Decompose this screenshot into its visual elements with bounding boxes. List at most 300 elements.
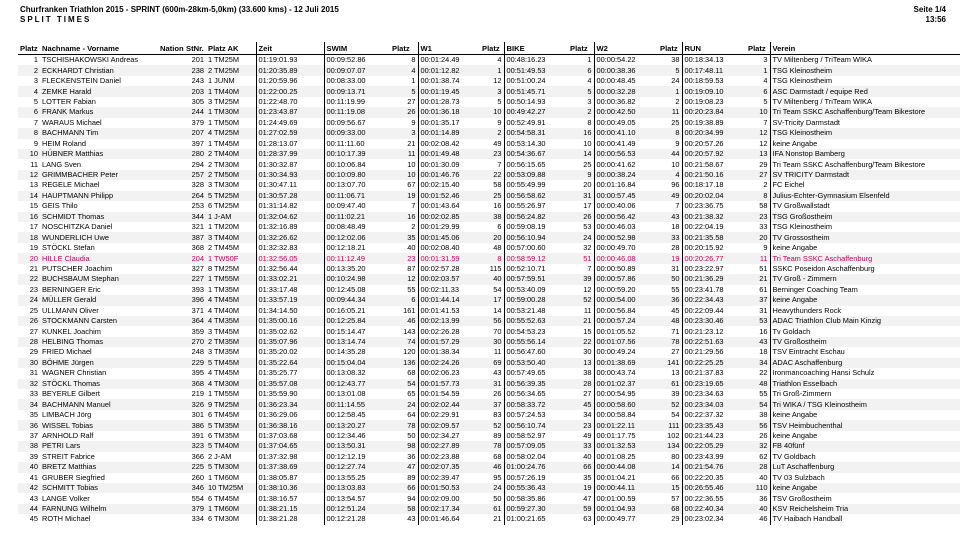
cell-w1: 00:01:41.53 — [418, 306, 480, 316]
cell-w1-platz: 20 — [480, 232, 504, 242]
cell-swim: 00:09:13.71 — [324, 86, 390, 96]
cell-zeit: 01:20:35.89 — [256, 65, 324, 75]
cell-swim: 00:12:45.08 — [324, 285, 390, 295]
table-row — [18, 462, 960, 472]
cell-platz: 38 — [18, 441, 40, 451]
cell-nation — [158, 222, 184, 232]
cell-run-platz: 18 — [759, 347, 768, 357]
cell-run: 00:23:35.43 — [682, 420, 746, 430]
cell-nation — [158, 170, 184, 180]
cell-swim-platz: 43 — [407, 514, 416, 524]
table-row — [18, 86, 960, 96]
col-stnr: StNr. — [184, 42, 206, 55]
cell-bike: 00:53:40.09 — [504, 285, 568, 295]
cell-w1-platz: 115 — [489, 263, 502, 273]
cell-w2-platz: 50 — [658, 274, 682, 284]
cell-w2: 00:01:04.21 — [594, 473, 658, 483]
cell-name: NOSCHITZKA Daniel — [42, 222, 113, 232]
cell-zeit: 01:36:29.06 — [256, 410, 324, 420]
cell-bike: 00:51:00.24 — [504, 76, 568, 86]
cell-name: ARNHOLD Ralf — [42, 430, 94, 440]
cell-swim-platz: 58 — [390, 504, 418, 514]
cell-nation — [158, 358, 184, 368]
table-row — [18, 504, 960, 514]
cell-stnr: 391 — [191, 430, 204, 440]
cell-w1: 00:01:50.53 — [418, 483, 480, 493]
cell-platz-ak: 3 TM45M — [208, 326, 240, 336]
cell-run: 00:21:58.67 — [682, 159, 746, 169]
col-nation: Nation — [160, 43, 184, 53]
cell-nation — [158, 191, 184, 201]
table-row — [18, 253, 960, 263]
cell-platz-ak: 3 TM25M — [208, 96, 240, 106]
cell-zeit: 01:32:16.89 — [256, 222, 324, 232]
cell-platz: 22 — [18, 274, 40, 284]
cell-w2-platz: 14 — [658, 462, 682, 472]
cell-bike-platz: 22 — [568, 337, 594, 347]
cell-w2: 00:00:54.95 — [594, 389, 658, 399]
cell-platz: 3 — [33, 76, 38, 86]
cell-name: STÖCKL Thomas — [40, 379, 158, 389]
cell-bike-platz: 53 — [583, 222, 592, 232]
cell-w1-platz: 95 — [493, 472, 502, 482]
cell-swim: 00:11:11.60 — [324, 139, 390, 149]
cell-swim: 00:09:52.86 — [324, 55, 390, 66]
cell-w2-platz: 18 — [671, 222, 680, 232]
cell-w1: 00:02:39.47 — [418, 473, 480, 483]
cell-platz-ak: 6 TM30M — [208, 514, 240, 524]
cell-stnr: 244 — [184, 107, 206, 117]
cell-w1: 00:01:35.17 — [418, 118, 480, 128]
cell-run-platz: 46 — [759, 514, 768, 524]
cell-name: LANGE Volker — [42, 493, 90, 503]
cell-run-platz: 22 — [759, 368, 768, 378]
cell-platz: 27 — [29, 326, 38, 336]
cell-swim: 00:13:54.57 — [324, 493, 390, 503]
table-row — [18, 76, 960, 86]
cell-bike: 00:56:10.94 — [504, 232, 568, 242]
cell-bike: 00:58:33.72 — [504, 399, 568, 409]
cell-zeit: 01:33:17.48 — [256, 285, 324, 295]
cell-bike-platz: 21 — [568, 316, 594, 326]
cell-w2-platz: 24 — [671, 76, 680, 86]
cell-w1-platz: 70 — [493, 326, 502, 336]
cell-verein: TV Groß - Zimmern — [770, 274, 960, 284]
cell-swim-platz: 40 — [407, 243, 416, 253]
cell-name: GRIMMBACHER Peter — [40, 170, 158, 180]
cell-run: 00:21:23.12 — [682, 326, 746, 336]
cell-platz: 16 — [18, 212, 40, 222]
cell-w1: 00:01:43.64 — [418, 201, 480, 211]
cell-run: 00:20:57.92 — [682, 149, 746, 159]
cell-nation — [158, 180, 184, 190]
cell-swim-platz: 27 — [407, 96, 416, 106]
cell-run-platz: 3 — [763, 55, 768, 65]
cell-stnr: 227 — [184, 274, 206, 284]
cell-zeit: 01:32:26.62 — [256, 232, 324, 242]
cell-bike-platz: 20 — [583, 180, 592, 190]
cell-platz: 6 — [18, 107, 40, 117]
cell-stnr: 396 — [184, 295, 206, 305]
cell-w1-platz: 6 — [497, 222, 502, 232]
cell-bike-platz: 52 — [568, 295, 594, 305]
cell-stnr: 225 — [184, 462, 206, 472]
col-run-platz: Platz — [746, 42, 770, 55]
cell-w1-platz: 52 — [480, 420, 504, 430]
cell-w2: 00:01:16.84 — [594, 180, 658, 190]
cell-nation — [158, 264, 184, 274]
cell-platz-ak: 3 TM30M — [208, 180, 240, 190]
cell-w1-platz: 26 — [493, 389, 502, 399]
cell-verein: Tri Team SSKC Aschaffenburg/Team Bikestore — [770, 159, 960, 169]
cell-zeit: 01:35:20.02 — [256, 347, 324, 357]
table-row — [18, 97, 960, 107]
cell-swim-platz: 136 — [390, 358, 418, 368]
cell-swim: 00:12:58.45 — [324, 410, 390, 420]
cell-platz: 23 — [29, 284, 38, 294]
cell-zeit: 01:34:14.50 — [256, 306, 324, 316]
cell-stnr: 344 — [184, 212, 206, 222]
cell-w1: 00:02:26.28 — [418, 326, 480, 336]
table-row — [18, 410, 960, 420]
cell-swim-platz: 10 — [407, 159, 416, 169]
cell-bike-platz: 17 — [583, 201, 592, 211]
cell-w2-platz: 36 — [658, 295, 682, 305]
cell-w1: 00:02:08.40 — [418, 243, 480, 253]
cell-run-platz: 7 — [763, 117, 768, 127]
cell-verein: TV Großwallstadt — [770, 201, 960, 211]
cell-run-platz: 26 — [759, 430, 768, 440]
cell-run-platz: 28 — [746, 462, 770, 472]
cell-swim: 00:08:48.49 — [324, 222, 390, 232]
cell-w1: 00:02:02.44 — [418, 399, 480, 409]
cell-bike: 00:58:52.97 — [504, 431, 568, 441]
cell-w2: 00:00:46.03 — [594, 222, 658, 232]
cell-zeit: 01:23:43.87 — [256, 107, 324, 117]
cell-verein: TSG Kleinostheim — [770, 65, 960, 75]
cell-bike: 00:56:10.74 — [504, 420, 568, 430]
cell-run: 00:23:41.78 — [682, 285, 746, 295]
cell-run-platz: 11 — [746, 253, 770, 263]
cell-verein: TSG Kleinostheim — [770, 222, 960, 232]
cell-stnr: 334 — [191, 514, 204, 524]
cell-w1-platz: 23 — [480, 149, 504, 159]
cell-w1-platz: 49 — [493, 138, 502, 148]
cell-nation — [158, 212, 184, 222]
table-row — [18, 222, 960, 232]
cell-nation — [158, 483, 184, 493]
cell-w2: 00:01:38.69 — [594, 358, 658, 368]
cell-verein: Berninger Coaching Team — [770, 285, 960, 295]
cell-swim: 00:09:56.67 — [324, 118, 390, 128]
cell-run: 00:19:08.23 — [682, 97, 746, 107]
cell-verein: TSV Eintracht Eschau — [770, 347, 960, 357]
cell-name: FRANK Markus — [40, 107, 158, 117]
cell-nation — [158, 285, 184, 295]
cell-w1-platz: 9 — [497, 117, 502, 127]
cell-zeit: 01:32:56.05 — [256, 253, 324, 263]
cell-run: 00:21:35.58 — [682, 232, 746, 242]
cell-w2-platz: 102 — [667, 430, 680, 440]
cell-verein: SV-Tricity Darmstadt — [770, 118, 960, 128]
cell-verein: TV Goldbach — [770, 452, 960, 462]
cell-swim: 00:13:03.83 — [324, 483, 390, 493]
cell-stnr: 386 — [184, 420, 206, 430]
cell-bike: 00:53:14.30 — [504, 139, 568, 149]
cell-w2-platz: 61 — [658, 379, 682, 389]
cell-run-platz: 1 — [746, 65, 770, 75]
cell-w2: 00:00:41.49 — [594, 139, 658, 149]
cell-swim-platz: 50 — [407, 430, 416, 440]
cell-swim-platz: 35 — [390, 232, 418, 242]
cell-platz: 43 — [29, 493, 38, 503]
table-row — [18, 399, 960, 409]
cell-stnr: 328 — [191, 180, 204, 190]
cell-w2-platz: 8 — [658, 128, 682, 138]
cell-nation — [158, 253, 184, 263]
cell-zeit: 01:28:37.99 — [256, 149, 324, 159]
cell-w2-platz: 31 — [671, 263, 680, 273]
cell-nation — [158, 243, 184, 253]
cell-w1-platz: 8 — [480, 253, 504, 263]
cell-name: LANG Sven — [42, 159, 82, 169]
cell-bike-platz: 25 — [583, 159, 592, 169]
table-row — [18, 170, 960, 180]
table-row — [18, 118, 960, 128]
cell-name: SCHMIDT Thomas — [40, 212, 158, 222]
cell-name: GEIS Thilo — [42, 201, 78, 211]
cell-w2: 00:00:44.11 — [594, 483, 658, 493]
cell-run: 00:20:26.77 — [682, 253, 746, 263]
cell-w1-platz: 1 — [480, 65, 504, 75]
cell-run: 00:20:57.26 — [682, 139, 746, 149]
cell-run-platz: 43 — [746, 337, 770, 347]
cell-bike: 00:56:15.65 — [504, 159, 568, 169]
table-row — [18, 264, 960, 274]
cell-w1-platz: 3 — [480, 86, 504, 96]
cell-verein: keine Angabe — [770, 410, 960, 420]
cell-swim-platz: 89 — [407, 472, 416, 482]
cell-platz-ak: 1 TM20M — [208, 222, 240, 232]
cell-name: REGELE Michael — [42, 180, 100, 190]
cell-platz-ak: 2 TM30M — [208, 159, 240, 169]
table-row — [18, 337, 960, 347]
cell-run-platz: 27 — [746, 170, 770, 180]
cell-w1: 00:01:46.76 — [418, 170, 480, 180]
table-header-row — [18, 42, 960, 55]
cell-platz-ak: 10 TM25M — [206, 483, 256, 493]
table-row — [18, 201, 960, 211]
cell-platz: 8 — [18, 128, 40, 138]
cell-run-platz: 10 — [746, 107, 770, 117]
cell-platz-ak: 1 TM55M — [208, 389, 240, 399]
cell-platz: 35 — [29, 410, 38, 420]
table-row — [18, 285, 960, 295]
cell-w1: 00:02:02.85 — [418, 212, 480, 222]
cell-w2: 00:01:07.56 — [594, 337, 658, 347]
cell-zeit: 01:24:49.69 — [256, 118, 324, 128]
cell-name: BRETZ Matthias — [40, 462, 158, 472]
cell-swim: 00:14:35.28 — [324, 347, 390, 357]
cell-nation — [158, 274, 184, 284]
cell-run-platz: 6 — [746, 86, 770, 96]
cell-w1-platz: 22 — [480, 170, 504, 180]
cell-run-platz: 34 — [746, 358, 770, 368]
cell-w2-platz: 10 — [671, 159, 680, 169]
cell-platz: 20 — [18, 253, 40, 263]
cell-nation — [158, 149, 184, 159]
cell-verein: TV Grossostheim — [770, 232, 960, 242]
cell-stnr: 203 — [184, 86, 206, 96]
cell-w2-platz: 68 — [658, 504, 682, 514]
cell-run: 00:22:37.32 — [682, 410, 746, 420]
cell-swim: 00:12:18.21 — [324, 243, 390, 253]
cell-run: 00:21:37.83 — [682, 368, 746, 378]
cell-platz-ak: 4 TM30M — [206, 379, 256, 389]
cell-bike-platz: 19 — [568, 483, 594, 493]
col-bike-platz: Platz — [568, 42, 594, 55]
cell-name: FARNUNG Wilhelm — [40, 504, 158, 514]
cell-bike: 00:55:36.43 — [504, 483, 568, 493]
cell-w1-platz: 30 — [480, 337, 504, 347]
cell-nation — [158, 159, 184, 169]
cell-swim-platz: 98 — [390, 441, 418, 451]
cell-name: HÜBNER Matthias — [40, 149, 158, 159]
cell-platz-ak: 1 TM45M — [208, 138, 240, 148]
cell-verein: keine Angabe — [770, 139, 960, 149]
table-row — [18, 514, 960, 524]
cell-platz-ak: 5 TM30M — [206, 462, 256, 472]
cell-run: 00:22:20.35 — [682, 473, 746, 483]
cell-swim: 00:10:09.80 — [324, 170, 390, 180]
cell-bike: 00:54:58.31 — [504, 128, 568, 138]
cell-w1-platz: 10 — [480, 107, 504, 117]
cell-w1: 00:02:24.26 — [418, 358, 480, 368]
cell-name: SCHMITT Tobias — [40, 483, 158, 493]
cell-stnr: 346 — [184, 483, 206, 493]
cell-zeit: 01:33:57.19 — [256, 295, 324, 305]
cell-bike: 00:52:49.91 — [504, 118, 568, 128]
cell-run: 00:23:34.63 — [682, 389, 746, 399]
cell-swim-platz: 55 — [407, 284, 416, 294]
cell-w2: 00:00:44.08 — [594, 462, 658, 472]
cell-run-platz: 12 — [746, 128, 770, 138]
cell-swim: 00:12:02.06 — [324, 232, 390, 242]
cell-w2-platz: 71 — [671, 326, 680, 336]
cell-swim-platz: 46 — [390, 316, 418, 326]
cell-verein: TV Miltenberg / TriTeam WIKA — [770, 55, 960, 66]
cell-bike-platz: 33 — [568, 441, 594, 451]
cell-w2-platz: 66 — [671, 472, 680, 482]
cell-swim: 00:11:12.49 — [324, 253, 390, 263]
cell-w1: 00:02:17.34 — [418, 504, 480, 514]
cell-swim-platz: 87 — [407, 263, 416, 273]
cell-nation — [158, 431, 184, 441]
cell-name: GRUBER Siegfried — [42, 472, 105, 482]
cell-swim-platz: 10 — [390, 170, 418, 180]
cell-swim-platz: 5 — [390, 86, 418, 96]
cell-w2-platz: 52 — [658, 399, 682, 409]
cell-zeit: 01:32:04.62 — [256, 212, 324, 222]
cell-bike: 00:56:24.82 — [504, 212, 568, 222]
cell-stnr: 294 — [191, 159, 204, 169]
cell-name: TSCHISHAKOWSKI Andreas — [42, 55, 139, 65]
cell-swim: 00:12:34.46 — [324, 431, 390, 441]
cell-platz: 33 — [29, 389, 38, 399]
cell-w1-platz: 69 — [480, 358, 504, 368]
cell-w1: 00:01:38.34 — [418, 347, 480, 357]
cell-stnr: 397 — [191, 138, 204, 148]
cell-w1: 00:01:31.59 — [418, 253, 480, 263]
cell-bike-platz: 59 — [568, 504, 594, 514]
cell-nation — [158, 514, 184, 524]
cell-w1: 00:02:29.91 — [418, 410, 480, 420]
cell-platz-ak: 1 JUNM — [208, 76, 235, 86]
cell-w2-platz: 43 — [658, 212, 682, 222]
cell-swim: 00:13:08.32 — [324, 368, 390, 378]
cell-swim: 00:13:50.31 — [324, 441, 390, 451]
table-row — [18, 55, 960, 66]
cell-w2-platz: 33 — [658, 232, 682, 242]
cell-w1: 00:01:46.64 — [418, 514, 480, 524]
cell-w2-platz: 96 — [671, 180, 680, 190]
cell-w1: 00:01:54.59 — [418, 389, 480, 399]
table-row — [18, 65, 960, 75]
cell-stnr: 366 — [191, 451, 204, 461]
cell-stnr: 280 — [184, 149, 206, 159]
cell-w1-platz: 4 — [497, 55, 502, 65]
cell-platz: 10 — [18, 149, 40, 159]
cell-bike-platz: 39 — [568, 274, 594, 284]
cell-w1-platz: 40 — [480, 274, 504, 284]
cell-run-platz: 53 — [746, 316, 770, 326]
cell-run: 00:18:59.53 — [682, 76, 746, 86]
cell-run-platz: 2 — [763, 180, 768, 190]
cell-w1: 00:01:44.14 — [418, 295, 480, 305]
cell-w1: 00:01:14.89 — [418, 128, 480, 138]
cell-w2: 00:00:38.36 — [594, 65, 658, 75]
cell-platz-ak: 2 TM40M — [206, 149, 256, 159]
cell-nation — [158, 379, 184, 389]
table-row — [18, 420, 960, 430]
cell-w1: 00:01:19.45 — [418, 86, 480, 96]
cell-swim-platz: 67 — [407, 180, 416, 190]
cell-bike-platz: 51 — [568, 253, 594, 263]
cell-name: WAGNER Christian — [42, 368, 107, 378]
cell-run: 00:22:40.34 — [682, 504, 746, 514]
cell-run: 00:21:54.76 — [682, 462, 746, 472]
cell-stnr: 260 — [191, 472, 204, 482]
cell-w2: 00:00:59.20 — [594, 285, 658, 295]
cell-run: 00:21:29.56 — [682, 347, 746, 357]
cell-w1: 00:02:13.99 — [418, 316, 480, 326]
cell-stnr: 229 — [184, 358, 206, 368]
cell-w1: 00:02:03.57 — [418, 274, 480, 284]
cell-run: 00:23:02.34 — [682, 514, 746, 524]
cell-nation — [158, 232, 184, 242]
cell-verein: keine Angabe — [770, 243, 960, 253]
table-row — [18, 107, 960, 117]
table-row — [18, 493, 960, 503]
cell-run: 00:18:34.13 — [682, 55, 746, 66]
cell-verein: keine Angabe — [770, 431, 960, 441]
cell-w2: 00:01:17.75 — [594, 431, 658, 441]
table-row — [18, 431, 960, 441]
cell-w1: 00:01:49.48 — [418, 149, 480, 159]
col-verein: Verein — [770, 42, 960, 55]
cell-stnr: 321 — [191, 222, 204, 232]
cell-w1: 00:01:12.82 — [418, 65, 480, 75]
